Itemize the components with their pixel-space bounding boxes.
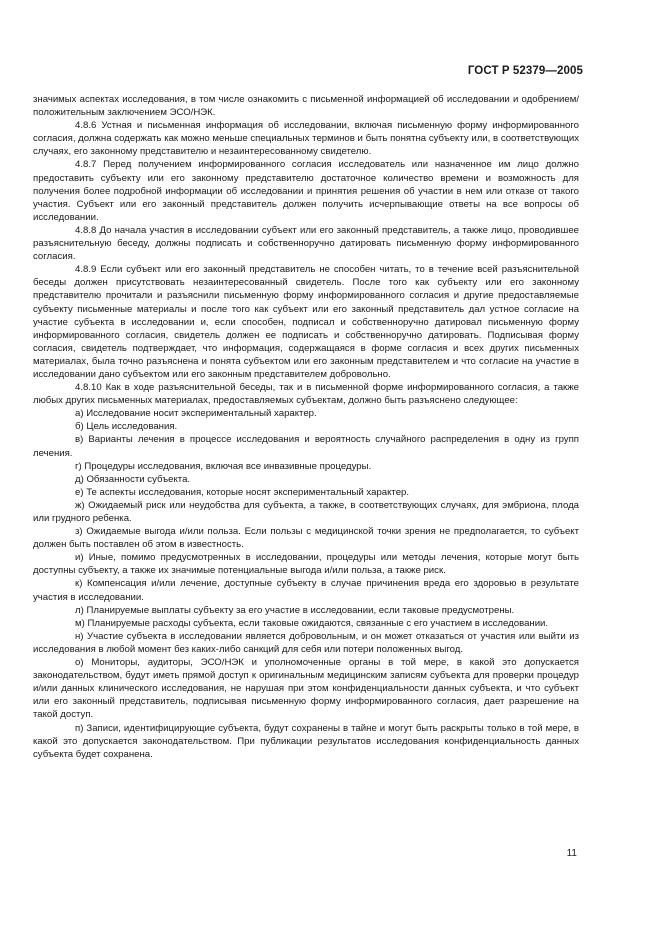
paragraph: и) Иные, помимо предусмотренных в исследовании, процедуры или методы лечения, которые могут быть доступны субъекту, а также их значимые потенциальные выгода и/или польза, а также риск. bbox=[33, 552, 579, 577]
paragraph: з) Ожидаемые выгода и/или польза. Если пользы с медицинской точки зрения не предполагается, то субъект должен быть поставлен об этом в известность. bbox=[33, 526, 579, 551]
paragraph: 4.8.6 Устная и письменная информация об исследовании, включая письменную форму информированного согласия, должна содержать как можно меньше специальных терминов и быть понятна субъекту или, в соответствующих случаях, его законному представителю и незаинтересованному свидетелю. bbox=[33, 120, 579, 158]
paragraph: н) Участие субъекта в исследовании является добровольным, и он может отказаться от участия или выйти из исследования в любой момент без каких-либо санкций для себя или потери положенных выгод. bbox=[33, 630, 579, 655]
paragraph: значимых аспектах исследования, в том числе ознакомить с письменной информацией об исследовании и одобрением/положительным заключением ЭСО/НЭК. bbox=[33, 94, 579, 119]
paragraph: 4.8.7 Перед получением информированного согласия исследователь или назначенное им лицо должно предоставить субъекту или его законному представителю достаточное количество времени и возможность для получения более подробной информации об исследовании и принятия решения об участии в нем или отказе от такого участия. Субъект или его законный представитель должен получить исчерпывающие ответы на все вопросы об исследовании. bbox=[33, 159, 579, 223]
paragraph: о) Мониторы, аудиторы, ЭСО/НЭК и уполномоченные органы в той мере, в какой это допускается законодательством, будут иметь прямой доступ к оригинальным медицинским записям субъекта для проверки процедур и/или данных клинического исследования, не нарушая при этом конфиденциальности данных субъекта, и что субъект или его законный представитель, подписывая письменную форму информированного согласия, дает разрешение на такой доступ. bbox=[33, 657, 579, 721]
paragraph: ж) Ожидаемый риск или неудобства для субъекта, а также, в соответствующих случаях, для эмбриона, плода или грудного ребенка. bbox=[33, 499, 579, 524]
paragraph: 4.8.9 Если субъект или его законный представитель не способен читать, то в течение всей разъяснительной беседы должен присутствовать незаинтересованный свидетель. После того как субъекту или его законному представителю прочитали и разъяснили письменную форму информированного согласия и другие предоставляемые субъекту письменные материалы и после того как субъект или его законный представитель дал устное согласие на участие субъекта в исследовании и, если способен, подписал и собственноручно датировал письменную форму информированного согласия, свидетель должен ее подписать и собственноручно датировать. Подписывая форму согласия, свидетель подтверждает, что информация, содержащаяся в форме согласия и всех других письменных материалах, была точно разъяснена и понята субъектом или его законным представителем и что согласие на участие в исследовании дано субъектом или его законным представителем добровольно. bbox=[33, 264, 579, 380]
paragraph: к) Компенсация и/или лечение, доступные субъекту в случае причинения вреда его здоровью в результате участия в исследовании. bbox=[33, 578, 579, 603]
paragraph: л) Планируемые выплаты субъекту за его участие в исследовании, если таковые предусмотрены. bbox=[75, 604, 515, 616]
standard-designation: ГОСТ Р 52379—2005 bbox=[467, 65, 583, 77]
paragraph: г) Процедуры исследования, включая все инвазивные процедуры. bbox=[75, 460, 372, 472]
document-body bbox=[33, 93, 579, 761]
paragraph: д) Обязанности субъекта. bbox=[75, 473, 191, 485]
paragraph: а) Исследование носит экспериментальный характер. bbox=[75, 408, 317, 420]
paragraph: м) Планируемые расходы субъекта, если таковые ожидаются, связанные с его участием в исследовании. bbox=[75, 617, 549, 629]
paragraph: б) Цель исследования. bbox=[75, 421, 178, 433]
paragraph: е) Те аспекты исследования, которые носят экспериментальный характер. bbox=[75, 486, 410, 498]
paragraph: 4.8.10 Как в ходе разъяснительной беседы, так и в письменной форме информированного согласия, а также любых других письменных материалах, предоставляемых субъектам, должно быть разъяснено следующее: bbox=[33, 382, 579, 407]
paragraph: в) Варианты лечения в процессе исследования и вероятность случайного распределения в одну из групп лечения. bbox=[33, 434, 579, 459]
paragraph: 4.8.8 До начала участия в исследовании субъект или его законный представитель, а также лицо, проводившее разъяснительную беседу, должны подписать и собственноручно датировать письменную форму информированного согласия. bbox=[33, 224, 579, 263]
page-number: 11 bbox=[566, 848, 577, 859]
paragraph: п) Записи, идентифицирующие субъекта, будут сохранены в тайне и могут быть раскрыты только в той мере, в какой это допускается законодательством. При публикации результатов исследования конфиденциальность данных субъекта будет сохранена. bbox=[33, 722, 579, 760]
